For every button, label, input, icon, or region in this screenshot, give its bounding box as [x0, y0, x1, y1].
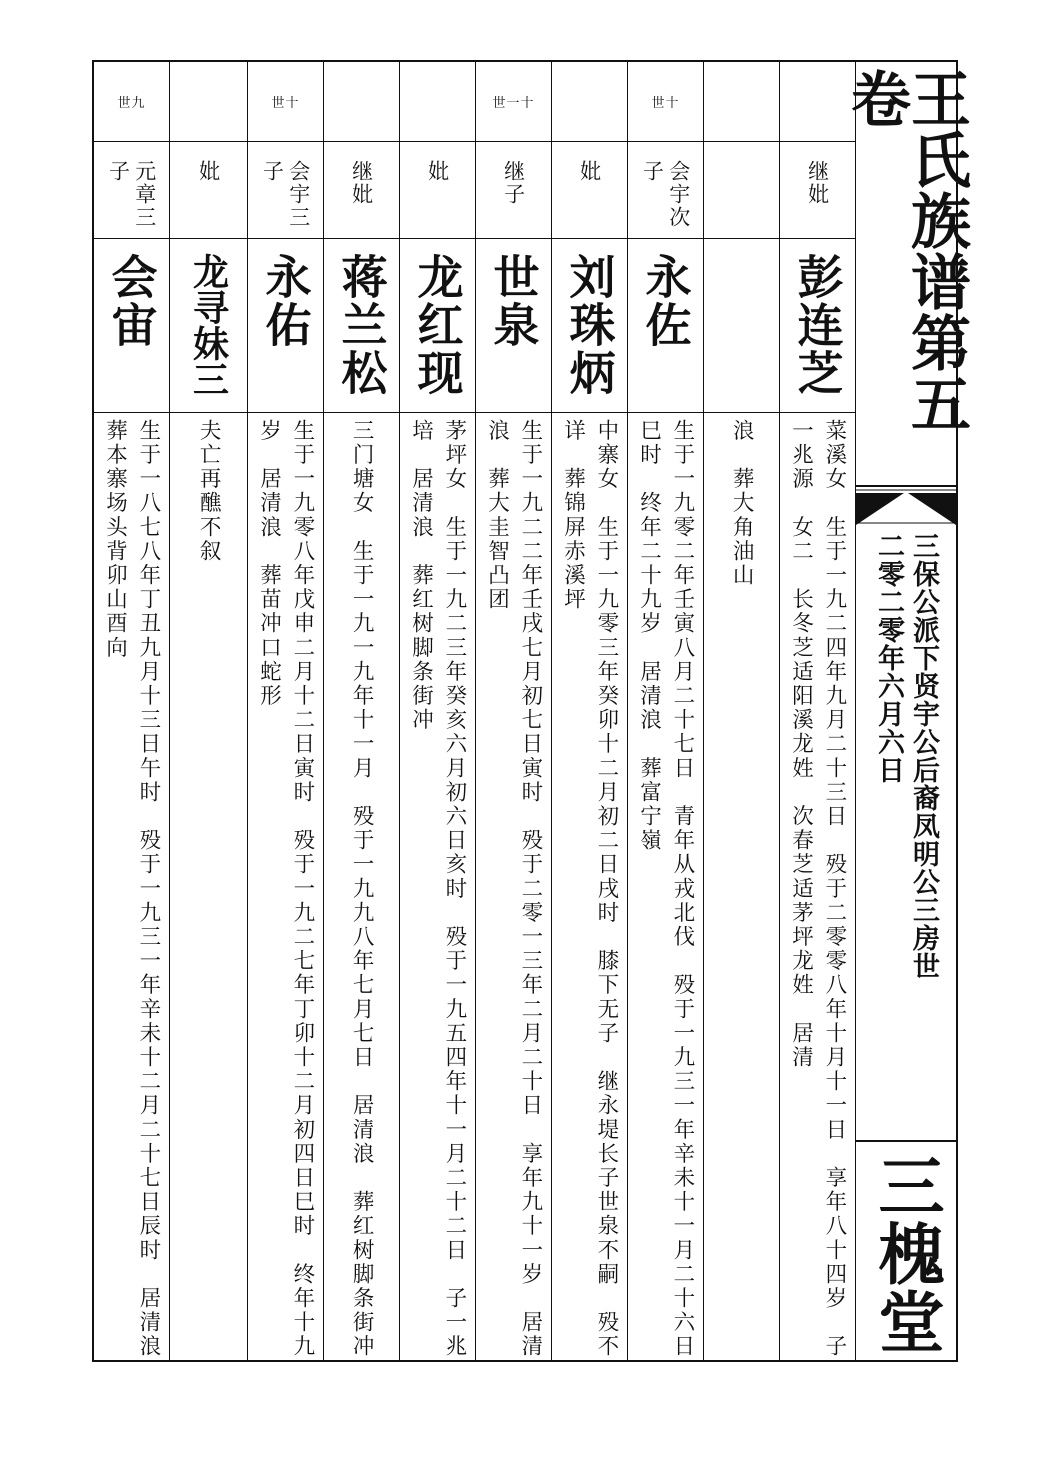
relation-cell [628, 142, 703, 239]
relation-text: 继子 [501, 160, 526, 206]
record-text: 三门塘女 生于一九一九年十一月 殁于一九九八年七月七日 居清浪 葬红树脚条街冲 [349, 419, 375, 1359]
relation-text: 元章三子 [106, 160, 157, 229]
date-line: 二零二零年六月六日 [873, 532, 904, 784]
relation-cell [704, 142, 779, 239]
hall-name [856, 1140, 956, 1360]
generation-cell [324, 62, 399, 142]
record-text: 生于一九零二年壬寅八月二十七日 青年从戎北伐 殁于一九三一年辛未十一月二十六日巳时 终年二十九岁 居清浪 葬富宁嶺 [636, 419, 695, 1359]
generation-cell [170, 62, 247, 142]
record-text: 夫亡再醮不叙 [196, 419, 222, 564]
relation-cell [248, 142, 323, 239]
book-title [841, 62, 971, 484]
record-column-3 [628, 62, 704, 1360]
record-body [94, 413, 169, 1384]
relation-text: 会宇次子 [640, 160, 691, 229]
name-cell [780, 239, 855, 413]
generation-cell [780, 62, 855, 142]
generation-cell: 世十 [628, 62, 703, 142]
person-name: 刘珠炳 [562, 253, 617, 397]
record-text: 生于一八七八年丁丑九月十三日午时 殁于一九三一年辛未十二月二十七日辰时 居清浪 葬本寨场头背卯山酉向 [102, 419, 161, 1384]
fishtail-icon [856, 485, 956, 525]
record-text: 浪 葬大角油山 [729, 419, 755, 588]
person-name: 永佑 [258, 253, 313, 349]
record-body [248, 413, 323, 1360]
person-name: 永佐 [638, 253, 693, 349]
fishtail-ornament [856, 485, 956, 525]
person-name: 蒋兰松 [334, 253, 389, 397]
hall-name-text: 三槐堂 [867, 1152, 945, 1356]
person-name: 龙寻妹三 [187, 253, 230, 397]
relation-text: 妣 [196, 160, 221, 183]
record-body [476, 413, 551, 1360]
relation-cell [94, 142, 169, 239]
record-text: 菜溪女 生于一九二四年九月二十三日 殁于二零零八年十月十一日 享年八十四岁 子一兆源 女二 长冬芝适阳溪龙姓 次春芝适茅坪龙姓 居清 [788, 419, 847, 1359]
name-cell [704, 239, 779, 413]
name-cell [94, 239, 169, 413]
record-body [170, 413, 247, 1360]
record-column-1 [780, 62, 856, 1360]
person-name: 世泉 [486, 253, 541, 349]
book-title-text: 王氏族谱第五卷 [841, 68, 971, 434]
subtitle-block [856, 532, 956, 1142]
name-cell [170, 239, 247, 413]
generation-cell: 世十 [248, 62, 323, 142]
record-text: 茅坪女 生于一九二三年癸亥六月初六日亥时 殁于一九五四年十一月二十二日 子一兆培 居清浪 葬红树脚条街冲 [408, 419, 467, 1359]
record-text: 生于一九零八年戊申二月十二日寅时 殁于一九二七年丁卯十二月初四日巳时 终年十九岁 居清浪 葬苗冲口蛇形 [256, 419, 315, 1359]
relation-cell [476, 142, 551, 239]
person-name: 会宙 [104, 253, 159, 349]
person-name: 龙红现 [410, 253, 465, 397]
record-body [552, 413, 627, 1360]
record-column-10 [94, 62, 170, 1384]
person-name: 彭连芝 [790, 253, 845, 397]
record-column-9 [170, 62, 248, 1360]
relation-cell [780, 142, 855, 239]
record-column-6 [400, 62, 476, 1360]
generation-cell [400, 62, 475, 142]
generation-cell [704, 62, 779, 142]
name-cell [476, 239, 551, 413]
relation-text: 继妣 [349, 160, 374, 206]
relation-text: 妣 [577, 160, 602, 183]
relation-cell [170, 142, 247, 239]
record-column-4 [552, 62, 628, 1360]
record-body [628, 413, 703, 1360]
record-body [704, 413, 779, 1360]
name-cell [400, 239, 475, 413]
record-column-7 [324, 62, 400, 1360]
branch-line: 三保公派下贤宇公后裔凤明公三房世 [908, 532, 940, 980]
relation-cell [400, 142, 475, 239]
name-cell [248, 239, 323, 413]
name-cell [628, 239, 703, 413]
record-column-5 [476, 62, 552, 1360]
record-body [780, 413, 855, 1360]
generation-cell [552, 62, 627, 142]
relation-text: 妣 [425, 160, 450, 183]
record-column-2 [704, 62, 780, 1360]
relation-text: 继妣 [805, 160, 830, 206]
record-text: 生于一九二二年壬戌七月初七日寅时 殁于二零一三年二月二十日 享年九十一岁 居清浪 葬大圭智凸团 [484, 419, 543, 1359]
relation-cell [324, 142, 399, 239]
record-column-8 [248, 62, 324, 1360]
record-body [400, 413, 475, 1360]
relation-text: 会宇三子 [260, 160, 311, 229]
relation-cell [552, 142, 627, 239]
genealogy-page-frame [92, 60, 971, 1384]
title-column [841, 62, 971, 1360]
record-text: 中寨女 生于一九零三年癸卯十二月初二日戌时 膝下无子 继永堤长子世泉不嗣 殁不详 葬锦屏赤溪坪 [560, 419, 619, 1359]
generation-cell: 世一十 [476, 62, 551, 142]
generation-cell: 世九 [94, 62, 169, 142]
name-cell [324, 239, 399, 413]
record-body [324, 413, 399, 1360]
name-cell [552, 239, 627, 413]
